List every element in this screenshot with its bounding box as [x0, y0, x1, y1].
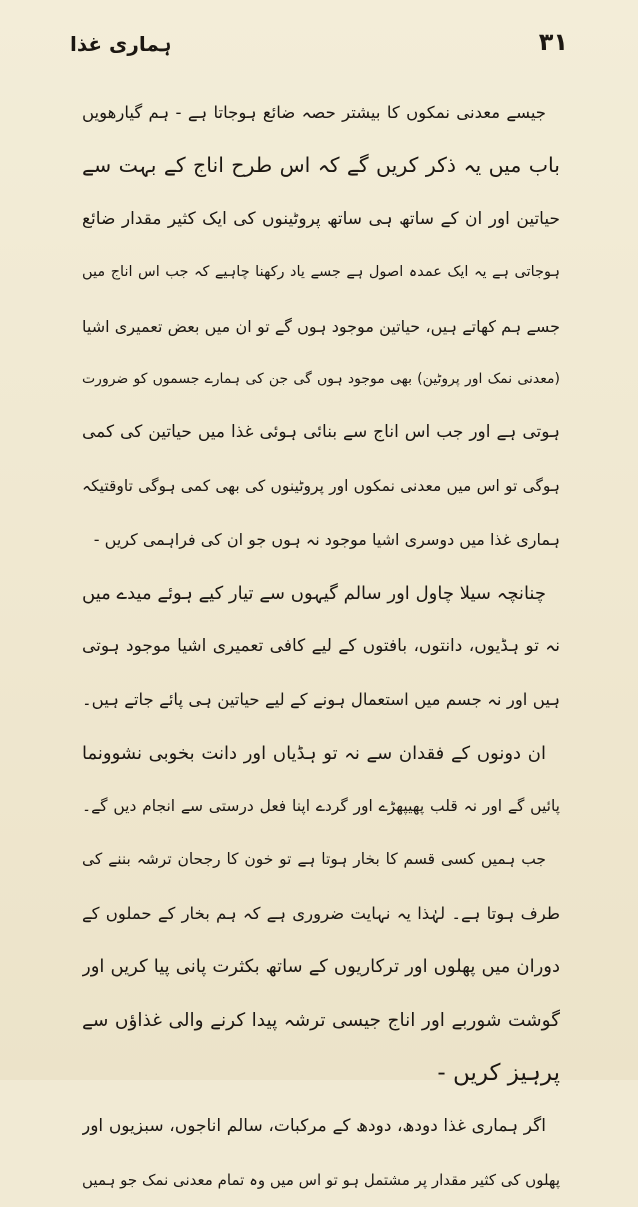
text-line: (معدنی نمک اور پروٹین) بھی موجود ہوں گی جن کی ہمارے جسموں کو ضرورت: [82, 370, 560, 387]
running-title: ہماری غذا: [70, 32, 172, 56]
text-line: ہوجاتی ہے یہ ایک عمدہ اصول ہے جسے یاد رکھنا چاہیے کہ جب اس اناج میں: [82, 264, 560, 281]
text-line: پرہیز کریں -: [437, 1060, 560, 1087]
text-line: ہماری غذا میں دوسری اشیا موجود نہ ہوں جو ان کی فراہمی کریں -: [93, 530, 560, 550]
page-header: [70, 24, 568, 64]
text-line: ہوگی تو اس میں معدنی نمکوں اور پروٹینوں کی بھی کمی ہوگی تاوقتیکہ: [82, 476, 560, 495]
text-line: ان دونوں کے فقدان سے نہ تو ہڈیاں اور دانت بخوبی نشوونما: [82, 742, 546, 764]
text-line: جسے ہم کھاتے ہیں، حیاتین موجود ہوں گے تو ان میں بعض تعمیری اشیا: [82, 316, 560, 336]
text-line: نہ تو ہڈیوں، دانتوں، بافتوں کے لیے کافی تعمیری اشیا موجود ہوتی: [82, 635, 560, 656]
text-line: باب میں یہ ذکر کریں گے کہ اس طرح اناج کے بہت سے: [82, 153, 560, 178]
text-line: گوشت شوربے اور اناج جیسی ترشہ پیدا کرنے والی غذاؤں سے: [82, 1009, 560, 1031]
text-line: ہیں اور نہ جسم میں استعمال ہونے کے لیے حیاتین ہی پائے جاتے ہیں۔: [82, 690, 560, 710]
text-line: پائیں گے اور نہ قلب پھیپھڑے اور گردے اپنا فعل درستی سے انجام دیں گے۔: [82, 797, 560, 816]
text-line: پھلوں کی کثیر مقدار پر مشتمل ہو تو اس میں وہ تمام معدنی نمک جو ہمیں: [82, 1170, 560, 1189]
text-line: جیسے معدنی نمکوں کا بیشتر حصہ ضائع ہوجاتا ہے - ہم گیارھویں: [82, 103, 546, 122]
page-number: ۳۱: [538, 28, 568, 56]
text-line: طرف ہوتا ہے۔ لہٰذا یہ نہایت ضروری ہے کہ ہم بخار کے حملوں کے: [82, 903, 560, 923]
text-line: حیاتین اور ان کے ساتھ ہی ساتھ پروٹینوں کی ایک کثیر مقدار ضائع: [82, 208, 560, 229]
body-text: [82, 86, 560, 1207]
text-line: دوران میں پھلوں اور ترکاریوں کے ساتھ بکثرت پانی پیا کریں اور: [82, 956, 560, 978]
text-line: چنانچہ سیلا چاول اور سالم گیہوں سے تیار کیے ہوئے میدے میں: [82, 582, 546, 604]
text-line: اگر ہماری غذا دودھ، دودھ کے مرکبات، سالم اناجوں، سبزیوں اور: [82, 1116, 546, 1137]
text-line: جب ہمیں کسی قسم کا بخار ہوتا ہے تو خون کا رجحان ترشہ بننے کی: [82, 850, 546, 869]
text-line: ہوتی ہے اور جب اس اناج سے بنائی ہوئی غذا میں حیاتین کی کمی: [82, 422, 560, 443]
